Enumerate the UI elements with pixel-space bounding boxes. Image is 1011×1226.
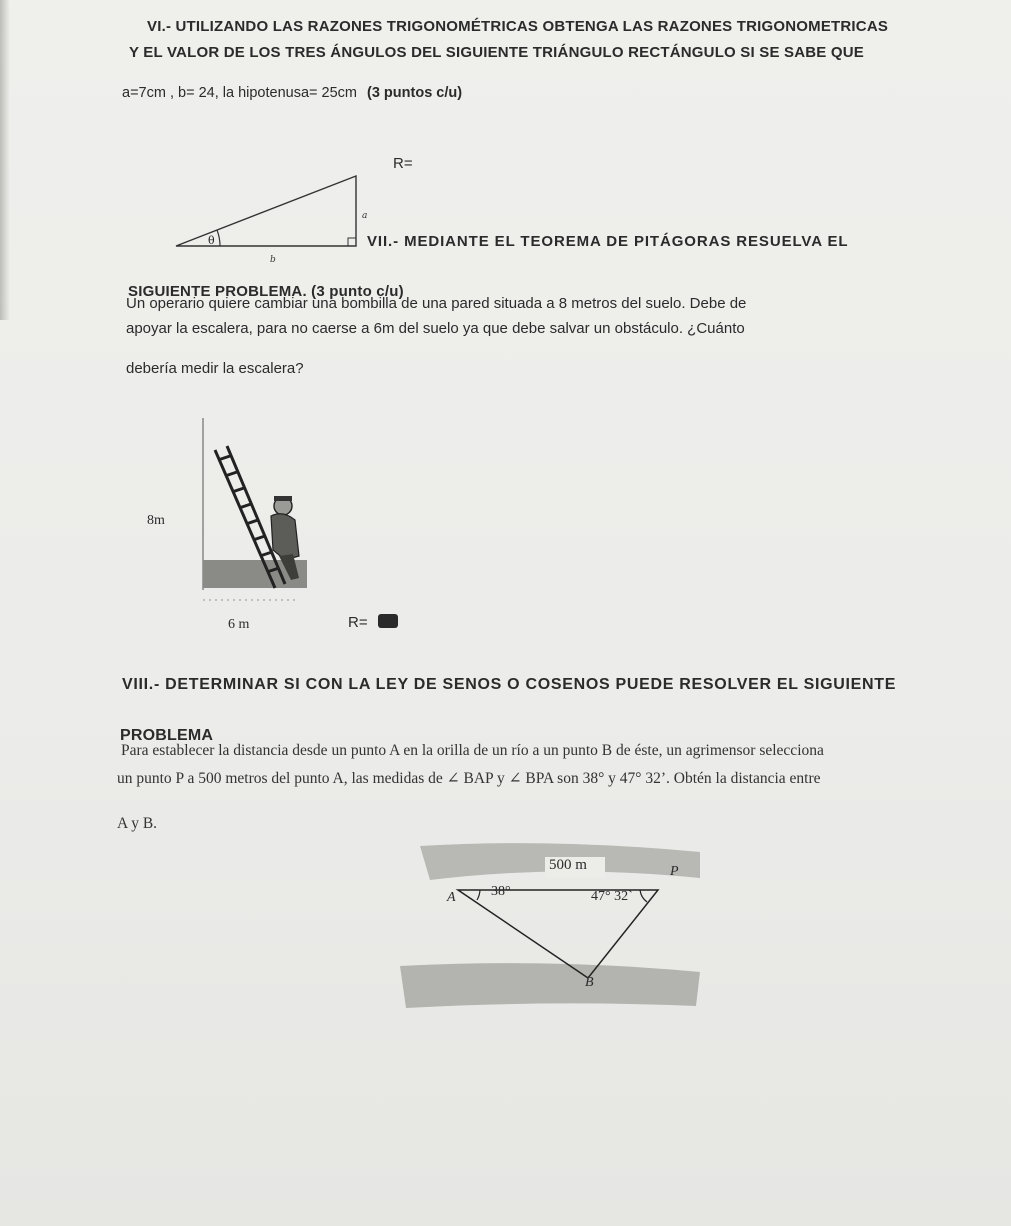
section-vi-title-line1: VI.- UTILIZANDO LAS RAZONES TRIGONOMÉTRICAS OBTENGA LAS RAZONES TRIGONOMETRICAS: [147, 18, 889, 35]
right-triangle-figure: [170, 170, 370, 270]
point-b-label: B: [585, 975, 594, 990]
problem-vii-line1: Un operario quiere cambiar una bombilla de una pared situada a 8 metros del suelo. Debe de: [126, 295, 747, 312]
problem-vii-line2: apoyar la escalera, para no caerse a 6m del suelo ya que debe salvar un obstáculo. ¿Cuánto: [126, 320, 745, 337]
page-edge-shadow: [0, 0, 10, 320]
ladder-figure: [175, 410, 315, 610]
angle-a-label: 38°: [491, 884, 511, 899]
section-vii-answer-label: R=: [348, 614, 368, 631]
side-b-label: b: [270, 255, 276, 265]
theta-arc: [217, 230, 220, 246]
point-a-label: A: [447, 890, 456, 905]
angle-a-arc: [477, 890, 480, 900]
given-values: a=7cm , b= 24, la hipotenusa= 25cm: [122, 85, 357, 101]
triangle-outline: [176, 176, 356, 246]
height-label: 8m: [147, 513, 165, 528]
section-viii-title-line2: PROBLEMA: [120, 727, 214, 744]
angle-p-label: 47° 32`: [591, 889, 633, 904]
ladder-rungs: [218, 456, 279, 572]
section-vii-title-part1: VII.- MEDIANTE EL TEOREMA DE PITÁGORAS RESUELVA EL: [367, 233, 849, 250]
theta-label: θ: [208, 234, 215, 247]
angle-p-arc: [640, 890, 647, 902]
point-p-label: P: [670, 864, 679, 879]
side-a-label: a: [362, 211, 368, 221]
problem-viii-line3: A y B.: [117, 815, 158, 832]
base-label: 6 m: [228, 617, 250, 632]
problem-vii-line3: debería medir la escalera?: [126, 360, 304, 377]
answer-ink-mark: [378, 614, 398, 628]
section-viii-title-line1: VIII.- DETERMINAR SI CON LA LEY DE SENOS O COSENOS PUEDE RESOLVER EL SIGUIENTE: [122, 676, 897, 693]
distance-label: 500 m: [549, 857, 587, 873]
section-vi-given: [122, 85, 462, 101]
section-vi-title-line2: Y EL VALOR DE LOS TRES ÁNGULOS DEL SIGUIENTE TRIÁNGULO RECTÁNGULO SI SE SABE QUE: [129, 44, 864, 61]
problem-viii-line1: Para establecer la distancia desde un punto A en la orilla de un río a un punto B de éste, un agrimensor selecciona: [121, 742, 824, 759]
river-bank-bottom: [400, 963, 700, 1008]
right-angle-marker: [348, 238, 356, 246]
section-vii-title-part2: SIGUIENTE PROBLEMA. (3 punto c/u): [128, 283, 404, 300]
section-vi-answer-label: R=: [393, 155, 413, 172]
problem-viii-line2: un punto P a 500 metros del punto A, las medidas de ∠ BAP y ∠ BPA son 38° y 47° 32’. Obtén la distancia entre: [117, 770, 821, 787]
given-points: (3 puntos c/u): [367, 85, 463, 101]
